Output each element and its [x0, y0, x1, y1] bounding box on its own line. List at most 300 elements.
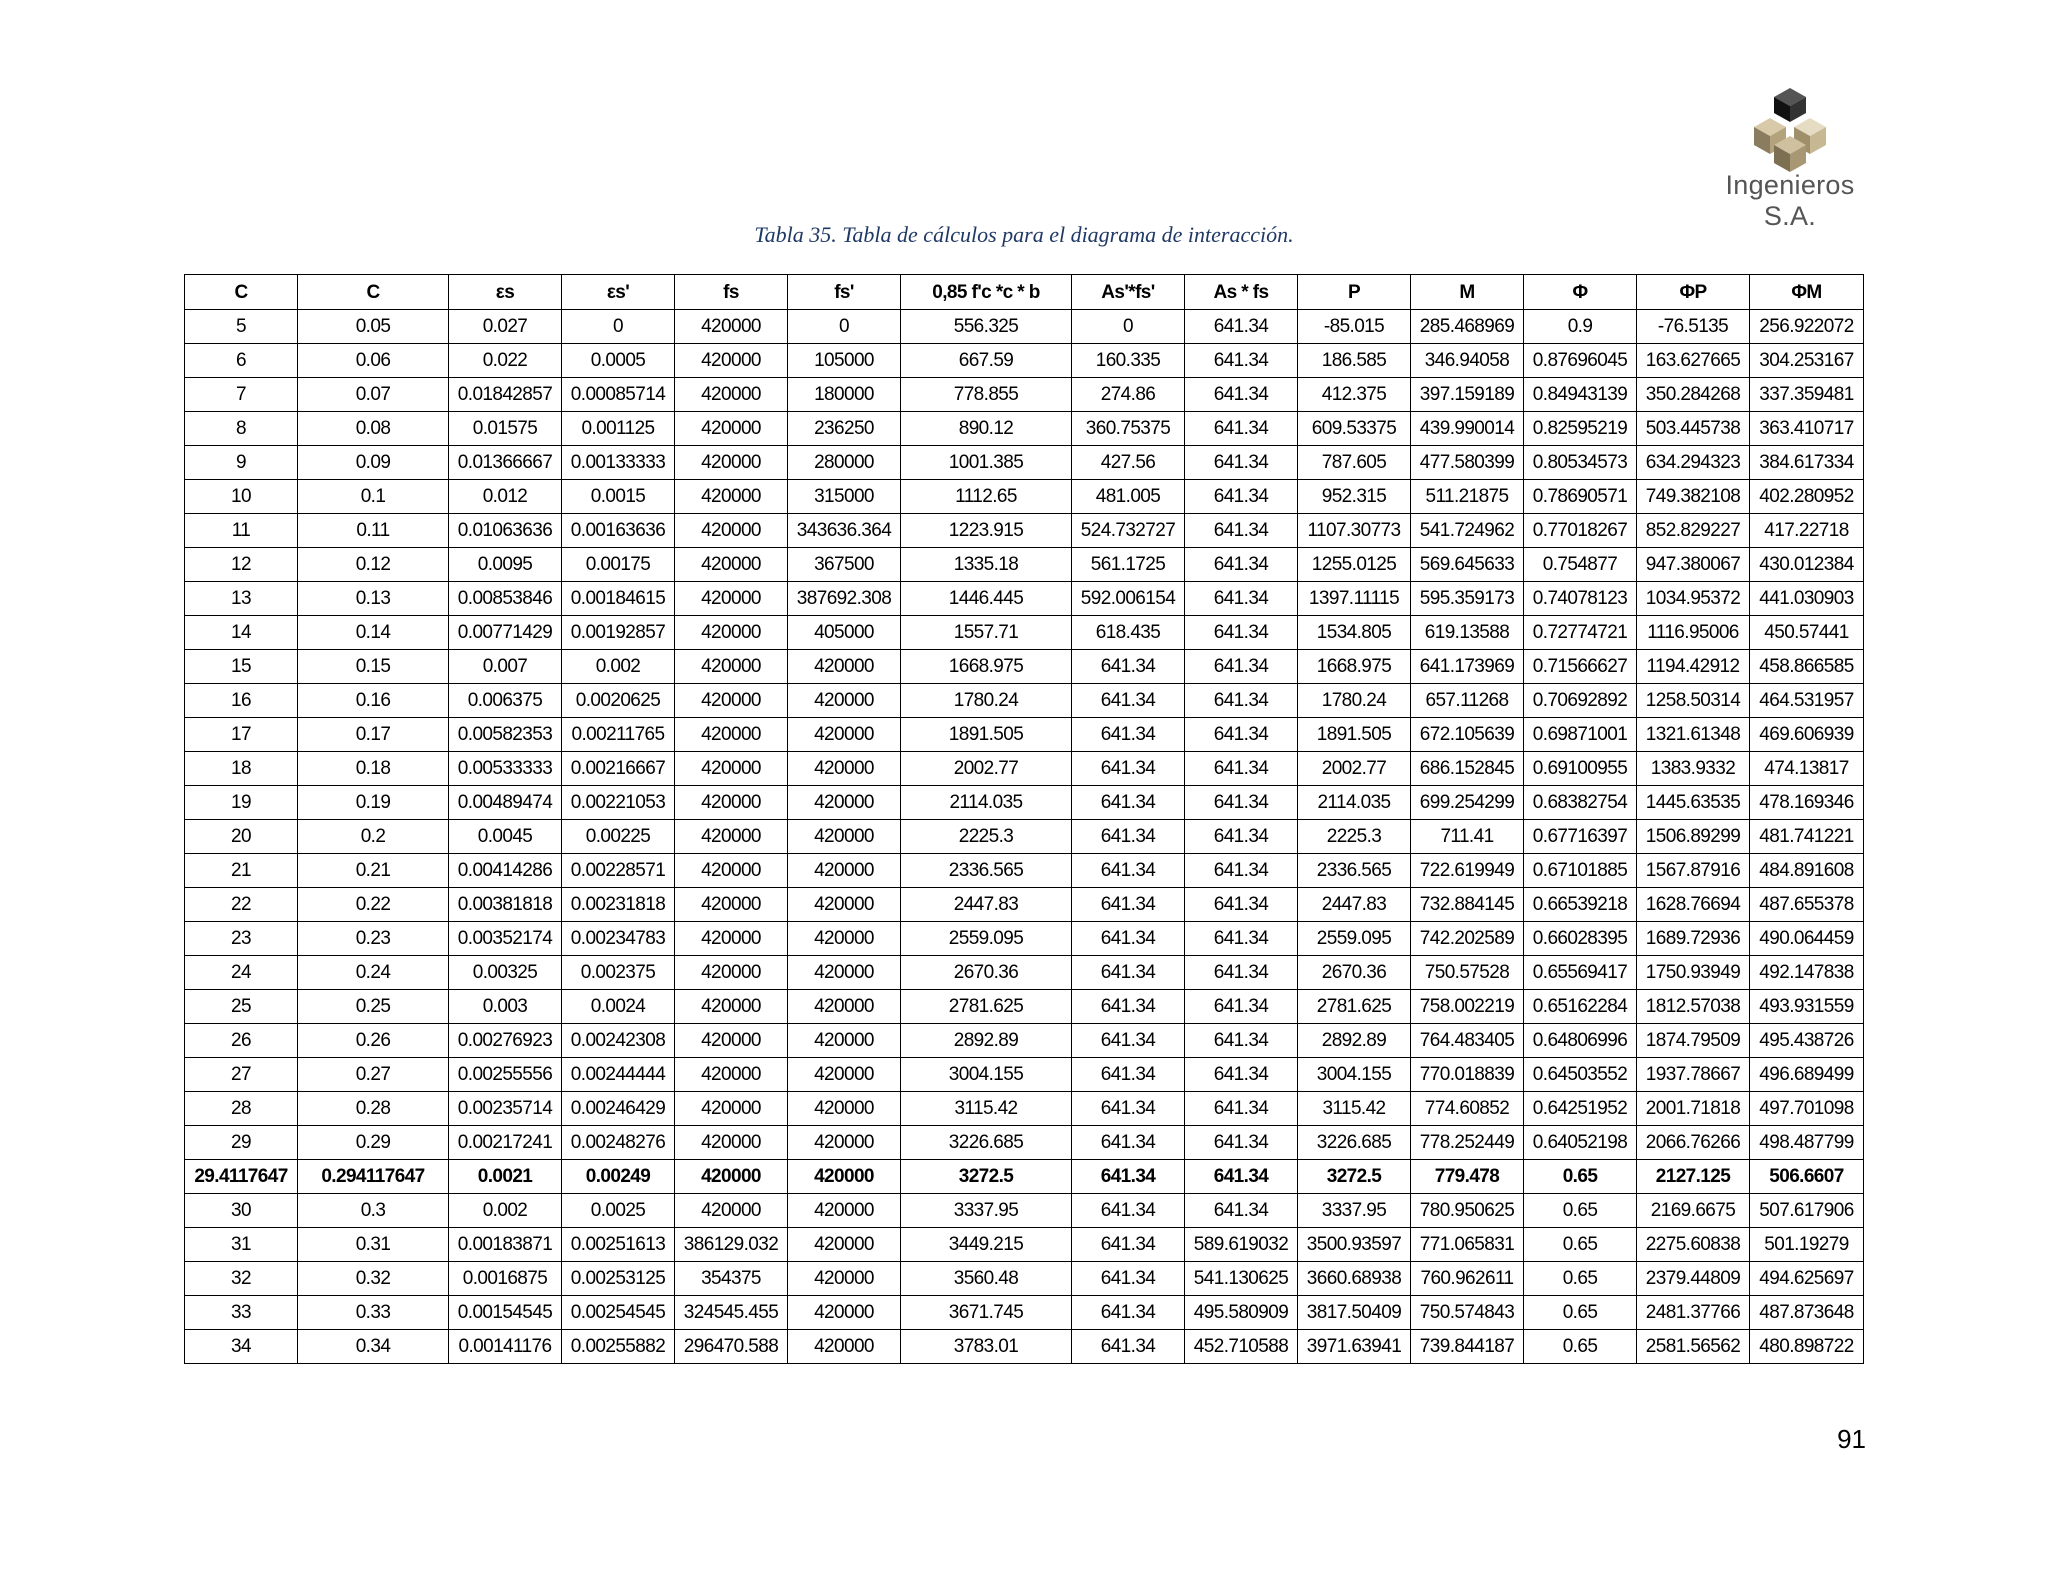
table-cell: 0.00251613 — [562, 1228, 675, 1262]
table-cell: 711.41 — [1411, 820, 1524, 854]
table-row — [185, 888, 1864, 922]
table-cell: 1445.63535 — [1637, 786, 1750, 820]
table-cell: 163.627665 — [1637, 344, 1750, 378]
table-cell: 420000 — [675, 786, 788, 820]
table-cell: 420000 — [675, 1058, 788, 1092]
column-header: ΦP — [1637, 275, 1750, 310]
table-cell: 441.030903 — [1750, 582, 1864, 616]
table-cell: 420000 — [788, 956, 901, 990]
table-cell: 0.007 — [449, 650, 562, 684]
table-cell: 0.22 — [298, 888, 449, 922]
table-cell: 0.18 — [298, 752, 449, 786]
table-cell: 0.012 — [449, 480, 562, 514]
table-cell: 481.005 — [1072, 480, 1185, 514]
table-row — [185, 412, 1864, 446]
table-cell: 0.68382754 — [1524, 786, 1637, 820]
table-cell: 3671.745 — [901, 1296, 1072, 1330]
interaction-diagram-table — [184, 274, 1864, 1364]
table-row — [185, 344, 1864, 378]
table-cell: 3783.01 — [901, 1330, 1072, 1364]
table-cell: 764.483405 — [1411, 1024, 1524, 1058]
table-row — [185, 1024, 1864, 1058]
table-cell: 481.741221 — [1750, 820, 1864, 854]
table-cell: 0.00248276 — [562, 1126, 675, 1160]
table-cell: 32 — [185, 1262, 298, 1296]
table-cell: 1397.11115 — [1298, 582, 1411, 616]
table-cell: 452.710588 — [1185, 1330, 1298, 1364]
column-header: C — [298, 275, 449, 310]
table-cell: 384.617334 — [1750, 446, 1864, 480]
table-cell: 5 — [185, 310, 298, 344]
table-cell: 0.64052198 — [1524, 1126, 1637, 1160]
table-cell: 641.34 — [1072, 1296, 1185, 1330]
table-cell: 0.12 — [298, 548, 449, 582]
table-cell: 0.67716397 — [1524, 820, 1637, 854]
company-logo — [1700, 88, 1880, 231]
table-cell: 420000 — [675, 1092, 788, 1126]
table-cell: 1255.0125 — [1298, 548, 1411, 582]
table-cell: 2581.56562 — [1637, 1330, 1750, 1364]
table-cell: 0.00414286 — [449, 854, 562, 888]
table-cell: 771.065831 — [1411, 1228, 1524, 1262]
table-cell: 2447.83 — [1298, 888, 1411, 922]
table-cell: 420000 — [675, 480, 788, 514]
table-cell: 592.006154 — [1072, 582, 1185, 616]
column-header: P — [1298, 275, 1411, 310]
table-cell: 420000 — [675, 1126, 788, 1160]
table-cell: 641.34 — [1185, 582, 1298, 616]
table-cell: 0.00141176 — [449, 1330, 562, 1364]
table-cell: 0.003 — [449, 990, 562, 1024]
table-row — [185, 1330, 1864, 1364]
table-cell: 1194.42912 — [1637, 650, 1750, 684]
table-row — [185, 378, 1864, 412]
table-header-row — [185, 275, 1864, 310]
table-cell: 3337.95 — [901, 1194, 1072, 1228]
table-cell: 495.580909 — [1185, 1296, 1298, 1330]
table-cell: 2336.565 — [1298, 854, 1411, 888]
table-cell: 641.34 — [1185, 752, 1298, 786]
table-cell: 0.00234783 — [562, 922, 675, 956]
table-cell: 474.13817 — [1750, 752, 1864, 786]
page-number: 91 — [1837, 1424, 1866, 1454]
table-cell: 343636.364 — [788, 514, 901, 548]
table-cell: 0.00255556 — [449, 1058, 562, 1092]
table-cell: 0.00228571 — [562, 854, 675, 888]
table-cell: 2066.76266 — [1637, 1126, 1750, 1160]
table-cell: 779.478 — [1411, 1160, 1524, 1194]
table-cell: 15 — [185, 650, 298, 684]
table-cell: 0.26 — [298, 1024, 449, 1058]
table-cell: 1780.24 — [1298, 684, 1411, 718]
column-header: C — [185, 275, 298, 310]
table-cell: 0.0015 — [562, 480, 675, 514]
table-row — [185, 956, 1864, 990]
table-cell: 641.34 — [1185, 378, 1298, 412]
table-cell: 2275.60838 — [1637, 1228, 1750, 1262]
table-cell: 1689.72936 — [1637, 922, 1750, 956]
table-row — [185, 1092, 1864, 1126]
table-cell: 420000 — [788, 1126, 901, 1160]
table-cell: 0.65 — [1524, 1296, 1637, 1330]
table-cell: 3500.93597 — [1298, 1228, 1411, 1262]
table-cell: -85.015 — [1298, 310, 1411, 344]
table-cell: 750.574843 — [1411, 1296, 1524, 1330]
table-cell: 0.24 — [298, 956, 449, 990]
table-cell: 1750.93949 — [1637, 956, 1750, 990]
table-cell: 1321.61348 — [1637, 718, 1750, 752]
table-cell: 0.00221053 — [562, 786, 675, 820]
table-cell: 0.09 — [298, 446, 449, 480]
table-cell: 420000 — [788, 1194, 901, 1228]
table-cell: 742.202589 — [1411, 922, 1524, 956]
table-row — [185, 752, 1864, 786]
table-cell: 420000 — [675, 344, 788, 378]
table-cell: 641.34 — [1072, 1092, 1185, 1126]
table-cell: 0.66539218 — [1524, 888, 1637, 922]
table-row — [185, 616, 1864, 650]
table-cell: 420000 — [675, 922, 788, 956]
table-cell: 29 — [185, 1126, 298, 1160]
table-cell: 420000 — [675, 752, 788, 786]
column-header: εs' — [562, 275, 675, 310]
table-cell: 0.294117647 — [298, 1160, 449, 1194]
table-cell: 0.00231818 — [562, 888, 675, 922]
table-cell: 1258.50314 — [1637, 684, 1750, 718]
table-cell: 0.0005 — [562, 344, 675, 378]
table-cell: 1812.57038 — [1637, 990, 1750, 1024]
table-cell: 0.00163636 — [562, 514, 675, 548]
table-cell: 160.335 — [1072, 344, 1185, 378]
table-cell: 1534.805 — [1298, 616, 1411, 650]
table-cell: 16 — [185, 684, 298, 718]
table-cell: 0.00184615 — [562, 582, 675, 616]
table-cell: 641.34 — [1072, 888, 1185, 922]
table-cell: 0.00325 — [449, 956, 562, 990]
table-cell: 420000 — [675, 1160, 788, 1194]
table-cell: 1567.87916 — [1637, 854, 1750, 888]
table-cell: 0 — [788, 310, 901, 344]
table-cell: 3449.215 — [901, 1228, 1072, 1262]
table-cell: 0.002 — [562, 650, 675, 684]
table-cell: 641.34 — [1185, 310, 1298, 344]
table-cell: 420000 — [675, 650, 788, 684]
table-row — [185, 854, 1864, 888]
table-cell: 31 — [185, 1228, 298, 1262]
table-cell: 2447.83 — [901, 888, 1072, 922]
table-cell: 641.173969 — [1411, 650, 1524, 684]
table-cell: 386129.032 — [675, 1228, 788, 1262]
table-cell: 0.05 — [298, 310, 449, 344]
table-cell: 0.29 — [298, 1126, 449, 1160]
table-cell: 420000 — [675, 718, 788, 752]
table-cell: 641.34 — [1072, 1262, 1185, 1296]
table-cell: 1001.385 — [901, 446, 1072, 480]
table-cell: 0.87696045 — [1524, 344, 1637, 378]
table-cell: 10 — [185, 480, 298, 514]
table-cell: 2225.3 — [1298, 820, 1411, 854]
table-cell: 0.00381818 — [449, 888, 562, 922]
table-cell: 890.12 — [901, 412, 1072, 446]
table-cell: 1874.79509 — [1637, 1024, 1750, 1058]
table-cell: 420000 — [788, 1058, 901, 1092]
table-cell: 0.00254545 — [562, 1296, 675, 1330]
table-cell: 0.00533333 — [449, 752, 562, 786]
table-cell: 420000 — [788, 1160, 901, 1194]
column-header: M — [1411, 275, 1524, 310]
table-cell: 26 — [185, 1024, 298, 1058]
table-cell: 420000 — [675, 378, 788, 412]
table-cell: 1891.505 — [901, 718, 1072, 752]
table-cell: 0.3 — [298, 1194, 449, 1228]
table-cell: 0.80534573 — [1524, 446, 1637, 480]
table-cell: 1628.76694 — [1637, 888, 1750, 922]
table-cell: 420000 — [675, 548, 788, 582]
table-cell: 450.57441 — [1750, 616, 1864, 650]
table-cell: 641.34 — [1185, 412, 1298, 446]
table-cell: 1446.445 — [901, 582, 1072, 616]
table-cell: 427.56 — [1072, 446, 1185, 480]
table-row — [185, 1262, 1864, 1296]
table-cell: 787.605 — [1298, 446, 1411, 480]
table-cell: 641.34 — [1185, 1092, 1298, 1126]
table-cell: 0.65 — [1524, 1262, 1637, 1296]
table-cell: 0.64503552 — [1524, 1058, 1637, 1092]
table-cell: 2169.6675 — [1637, 1194, 1750, 1228]
table-row — [185, 786, 1864, 820]
table-cell: 490.064459 — [1750, 922, 1864, 956]
table-cell: 641.34 — [1072, 752, 1185, 786]
table-cell: 480.898722 — [1750, 1330, 1864, 1364]
table-cell: 0.17 — [298, 718, 449, 752]
table-row — [185, 480, 1864, 514]
table-cell: 0.34 — [298, 1330, 449, 1364]
table-cell: 296470.588 — [675, 1330, 788, 1364]
table-cell: 0.027 — [449, 310, 562, 344]
table-cell: 2892.89 — [901, 1024, 1072, 1058]
column-header: εs — [449, 275, 562, 310]
table-cell: 256.922072 — [1750, 310, 1864, 344]
table-cell: 641.34 — [1072, 1330, 1185, 1364]
table-cell: 0.01842857 — [449, 378, 562, 412]
table-cell: 0.08 — [298, 412, 449, 446]
table-cell: 0.21 — [298, 854, 449, 888]
table-caption: Tabla 35. Tabla de cálculos para el diagrama de interacción. — [754, 222, 1294, 247]
table-cell: 0.00216667 — [562, 752, 675, 786]
table-cell: 0.14 — [298, 616, 449, 650]
table-cell: 0.00771429 — [449, 616, 562, 650]
table-cell: 641.34 — [1072, 854, 1185, 888]
table-cell: 641.34 — [1072, 650, 1185, 684]
table-cell: 285.468969 — [1411, 310, 1524, 344]
table-cell: 2559.095 — [1298, 922, 1411, 956]
table-cell: 0.82595219 — [1524, 412, 1637, 446]
table-row — [185, 310, 1864, 344]
table-cell: 1506.89299 — [1637, 820, 1750, 854]
table-cell: 387692.308 — [788, 582, 901, 616]
table-row — [185, 1296, 1864, 1330]
table-cell: 23 — [185, 922, 298, 956]
table-cell: 420000 — [788, 650, 901, 684]
table-cell: 0.00255882 — [562, 1330, 675, 1364]
table-cell: 2002.77 — [1298, 752, 1411, 786]
table-cell: 1383.9332 — [1637, 752, 1750, 786]
table-cell: 1557.71 — [901, 616, 1072, 650]
table-cell: 501.19279 — [1750, 1228, 1864, 1262]
table-cell: 478.169346 — [1750, 786, 1864, 820]
table-cell: 420000 — [788, 718, 901, 752]
table-cell: 641.34 — [1072, 922, 1185, 956]
table-cell: 1107.30773 — [1298, 514, 1411, 548]
table-cell: 3560.48 — [901, 1262, 1072, 1296]
table-cell: 947.380067 — [1637, 548, 1750, 582]
table-cell: 641.34 — [1072, 1194, 1185, 1228]
table-cell: 778.855 — [901, 378, 1072, 412]
table-cell: 29.4117647 — [185, 1160, 298, 1194]
table-cell: 641.34 — [1185, 548, 1298, 582]
table-cell: 749.382108 — [1637, 480, 1750, 514]
table-cell: 487.655378 — [1750, 888, 1864, 922]
table-cell: 186.585 — [1298, 344, 1411, 378]
table-cell: 493.931559 — [1750, 990, 1864, 1024]
table-cell: 420000 — [788, 1262, 901, 1296]
table-cell: 1668.975 — [1298, 650, 1411, 684]
column-header: fs' — [788, 275, 901, 310]
table-row — [185, 1126, 1864, 1160]
table-cell: 2781.625 — [901, 990, 1072, 1024]
table-cell: 0.00133333 — [562, 446, 675, 480]
table-cell: 0.65 — [1524, 1194, 1637, 1228]
table-cell: 3817.50409 — [1298, 1296, 1411, 1330]
table-row — [185, 650, 1864, 684]
table-cell: 13 — [185, 582, 298, 616]
table-cell: 0.33 — [298, 1296, 449, 1330]
table-cell: 498.487799 — [1750, 1126, 1864, 1160]
table-cell: 0.00489474 — [449, 786, 562, 820]
table-row — [185, 922, 1864, 956]
table-cell: 0.00183871 — [449, 1228, 562, 1262]
table-cell: 1034.95372 — [1637, 582, 1750, 616]
cubes-logo-icon — [1750, 88, 1830, 174]
table-cell: 487.873648 — [1750, 1296, 1864, 1330]
table-cell: 686.152845 — [1411, 752, 1524, 786]
table-cell: 641.34 — [1185, 922, 1298, 956]
table-cell: 641.34 — [1072, 718, 1185, 752]
table-cell: 0.00225 — [562, 820, 675, 854]
table-cell: 484.891608 — [1750, 854, 1864, 888]
table-cell: 1223.915 — [901, 514, 1072, 548]
table-cell: 346.94058 — [1411, 344, 1524, 378]
table-cell: 0.0045 — [449, 820, 562, 854]
table-cell: 0.01366667 — [449, 446, 562, 480]
table-cell: 469.606939 — [1750, 718, 1864, 752]
table-cell: 0.13 — [298, 582, 449, 616]
table-cell: 561.1725 — [1072, 548, 1185, 582]
table-cell: 3272.5 — [1298, 1160, 1411, 1194]
table-cell: 354375 — [675, 1262, 788, 1296]
table-cell: 34 — [185, 1330, 298, 1364]
table-cell: 0.74078123 — [1524, 582, 1637, 616]
table-cell: 641.34 — [1072, 1160, 1185, 1194]
table-cell: 0.65162284 — [1524, 990, 1637, 1024]
table-cell: 0.00235714 — [449, 1092, 562, 1126]
table-cell: 556.325 — [901, 310, 1072, 344]
table-cell: 1116.95006 — [1637, 616, 1750, 650]
table-cell: 3660.68938 — [1298, 1262, 1411, 1296]
table-cell: 12 — [185, 548, 298, 582]
table-cell: 30 — [185, 1194, 298, 1228]
table-cell: 420000 — [788, 1092, 901, 1126]
table-cell: 0.00175 — [562, 548, 675, 582]
table-cell: 609.53375 — [1298, 412, 1411, 446]
table-cell: 494.625697 — [1750, 1262, 1864, 1296]
table-cell: 105000 — [788, 344, 901, 378]
table-cell: 420000 — [675, 514, 788, 548]
column-header: ΦM — [1750, 275, 1864, 310]
table-cell: 569.645633 — [1411, 548, 1524, 582]
table-cell: 0.00253125 — [562, 1262, 675, 1296]
table-cell: 634.294323 — [1637, 446, 1750, 480]
table-cell: 2002.77 — [901, 752, 1072, 786]
table-cell: 503.445738 — [1637, 412, 1750, 446]
table-cell: 641.34 — [1185, 344, 1298, 378]
column-header: As * fs — [1185, 275, 1298, 310]
table-cell: 420000 — [788, 854, 901, 888]
table-cell: 17 — [185, 718, 298, 752]
table-cell: 477.580399 — [1411, 446, 1524, 480]
table-cell: 280000 — [788, 446, 901, 480]
table-cell: 618.435 — [1072, 616, 1185, 650]
table-cell: 20 — [185, 820, 298, 854]
table-cell: 420000 — [675, 412, 788, 446]
table-cell: 0.78690571 — [1524, 480, 1637, 514]
table-cell: 641.34 — [1185, 650, 1298, 684]
table-cell: 420000 — [788, 888, 901, 922]
table-cell: 180000 — [788, 378, 901, 412]
table-cell: 420000 — [675, 854, 788, 888]
table-cell: 18 — [185, 752, 298, 786]
table-cell: 0.00211765 — [562, 718, 675, 752]
table-cell: 0.0025 — [562, 1194, 675, 1228]
table-cell: 0.67101885 — [1524, 854, 1637, 888]
table-cell: 420000 — [675, 582, 788, 616]
table-cell: 770.018839 — [1411, 1058, 1524, 1092]
table-cell: 699.254299 — [1411, 786, 1524, 820]
table-cell: 641.34 — [1185, 1126, 1298, 1160]
table-cell: 852.829227 — [1637, 514, 1750, 548]
table-cell: 0.00246429 — [562, 1092, 675, 1126]
table-cell: 0.31 — [298, 1228, 449, 1262]
table-cell: 0.00085714 — [562, 378, 675, 412]
table-cell: 33 — [185, 1296, 298, 1330]
table-cell: 541.724962 — [1411, 514, 1524, 548]
table-cell: 657.11268 — [1411, 684, 1524, 718]
table-cell: 412.375 — [1298, 378, 1411, 412]
table-body — [185, 310, 1864, 1364]
table-cell: 1891.505 — [1298, 718, 1411, 752]
table-cell: 541.130625 — [1185, 1262, 1298, 1296]
table-cell: 641.34 — [1185, 820, 1298, 854]
table-row — [185, 718, 1864, 752]
table-cell: 21 — [185, 854, 298, 888]
table-cell: 641.34 — [1072, 1228, 1185, 1262]
table-cell: 363.410717 — [1750, 412, 1864, 446]
table-cell: 0.64251952 — [1524, 1092, 1637, 1126]
table-cell: 641.34 — [1185, 1058, 1298, 1092]
column-header: 0,85 f'c *c * b — [901, 275, 1072, 310]
table-cell: 11 — [185, 514, 298, 548]
table-cell: 324545.455 — [675, 1296, 788, 1330]
